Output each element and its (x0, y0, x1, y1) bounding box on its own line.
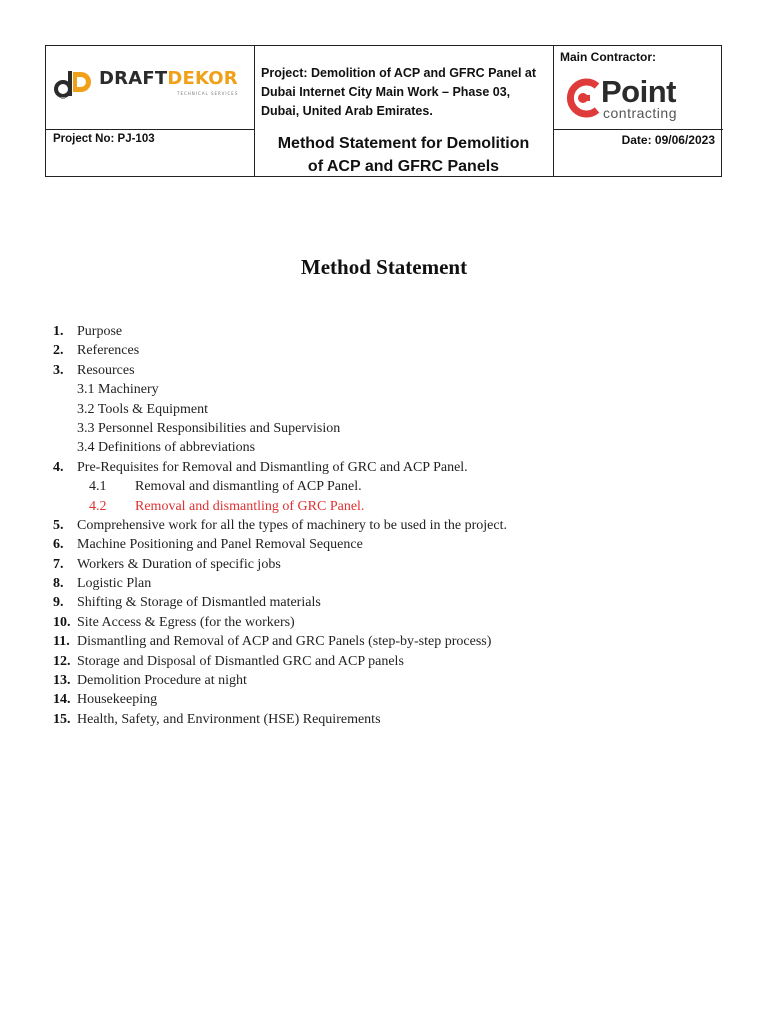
toc-item-label: Housekeeping (77, 692, 158, 708)
header-table (45, 45, 722, 177)
toc-item (53, 341, 733, 360)
toc-item (53, 593, 733, 612)
toc-item (53, 613, 733, 632)
toc-item-number: 10. (53, 614, 71, 630)
toc-subitem-label: Removal and dismantling of GRC Panel. (135, 498, 365, 514)
project-number: Project No: PJ-103 (53, 133, 155, 145)
toc-item (53, 555, 733, 574)
toc-subitem-label: 3.3 Personnel Responsibilities and Supervision (77, 420, 341, 436)
toc-item-label: Storage and Disposal of Dismantled GRC and ACP panels (77, 653, 404, 669)
toc-subitem (53, 380, 733, 399)
toc-item-label: Purpose (77, 324, 123, 339)
point-contracting-logo (563, 76, 713, 124)
project-description: Project: Demolition of ACP and GFRC Panel at Dubai Internet City Main Work – Phase 03, Dubai, United Arab Emirates. (261, 66, 537, 118)
toc-subitem-label: 3.1 Machinery (77, 382, 159, 398)
point-logo-word: Point (601, 74, 676, 109)
toc-item (53, 574, 733, 593)
toc-item-number: 2. (53, 343, 64, 359)
toc-item-label: Dismantling and Removal of ACP and GRC Panels (step-by-step process) (77, 634, 492, 650)
toc-item-number: 12. (53, 653, 71, 669)
toc-item-label: Shifting & Storage of Dismantled materials (77, 595, 321, 611)
toc-subitem-label: Removal and dismantling of ACP Panel. (135, 479, 362, 495)
toc-item (53, 710, 733, 729)
toc-item-number: 9. (53, 595, 64, 611)
toc-item-label: References (77, 343, 140, 359)
header-divider (46, 129, 254, 130)
toc-subitem-number: 4.2 (89, 498, 107, 514)
toc-item-number: 3. (53, 362, 64, 378)
toc-item-number: 13. (53, 673, 71, 689)
main-contractor-label: Main Contractor: (560, 50, 656, 64)
toc-item (53, 671, 733, 690)
draftdekor-logo-subtitle: TECHNICAL SERVICES (177, 91, 239, 96)
point-logo-subword: contracting (603, 105, 677, 121)
toc-item-number: 6. (53, 537, 64, 553)
toc-item (53, 652, 733, 671)
toc-subitem-label: 3.2 Tools & Equipment (77, 401, 208, 417)
toc-item-number: 5. (53, 517, 64, 533)
toc-subitem (53, 419, 733, 438)
toc-item-label: Machine Positioning and Panel Removal Sequence (77, 537, 363, 553)
toc-item-number: 8. (53, 576, 64, 592)
header-title-line: of ACP and GFRC Panels (307, 158, 500, 175)
page-title: Method Statement (300, 255, 468, 279)
toc-item (53, 632, 733, 651)
toc-item-label: Demolition Procedure at night (77, 673, 247, 689)
toc-item-number: 4. (53, 459, 64, 475)
toc-item (53, 535, 733, 554)
toc-item (53, 690, 733, 709)
toc-item-label: Resources (77, 362, 135, 378)
toc-subitem (53, 400, 733, 419)
toc-item (53, 361, 733, 380)
toc-item (53, 322, 733, 341)
toc-item-label: Site Access & Egress (for the workers) (77, 614, 295, 630)
table-of-contents (53, 322, 733, 729)
point-logo-mark-icon (563, 76, 603, 120)
header-title-line: Method Statement for Demolition (277, 135, 530, 152)
toc-item-number: 7. (53, 556, 64, 572)
toc-item-number: 11. (53, 634, 70, 650)
toc-item-label: Workers & Duration of specific jobs (77, 556, 281, 572)
header-divider (553, 129, 723, 130)
header-divider (553, 46, 554, 176)
draftdekor-logo-text: DRAFTDEKOR (99, 68, 238, 89)
document-date: Date: 09/06/2023 (621, 133, 715, 147)
toc-item-number: 14. (53, 692, 71, 708)
toc-subitem (53, 477, 733, 496)
toc-item-label: Logistic Plan (77, 576, 152, 592)
toc-subitem-number: 4.1 (89, 479, 107, 495)
toc-item (53, 458, 733, 477)
draftdekor-logo (53, 66, 243, 106)
toc-item-label: Pre-Requisites for Removal and Dismantling of GRC and ACP Panel. (77, 459, 468, 475)
draftdekor-logo-mark-icon (53, 66, 95, 102)
toc-subitem-label: 3.4 Definitions of abbreviations (77, 440, 256, 456)
toc-item-label: Comprehensive work for all the types of machinery to be used in the project. (77, 517, 507, 533)
toc-subitem-highlighted (53, 497, 733, 516)
header-document-title (254, 132, 553, 178)
toc-item-number: 1. (53, 324, 64, 339)
toc-item-number: 15. (53, 711, 71, 727)
toc-subitem (53, 438, 733, 457)
toc-item (53, 516, 733, 535)
toc-item-label: Health, Safety, and Environment (HSE) Requirements (77, 711, 381, 727)
